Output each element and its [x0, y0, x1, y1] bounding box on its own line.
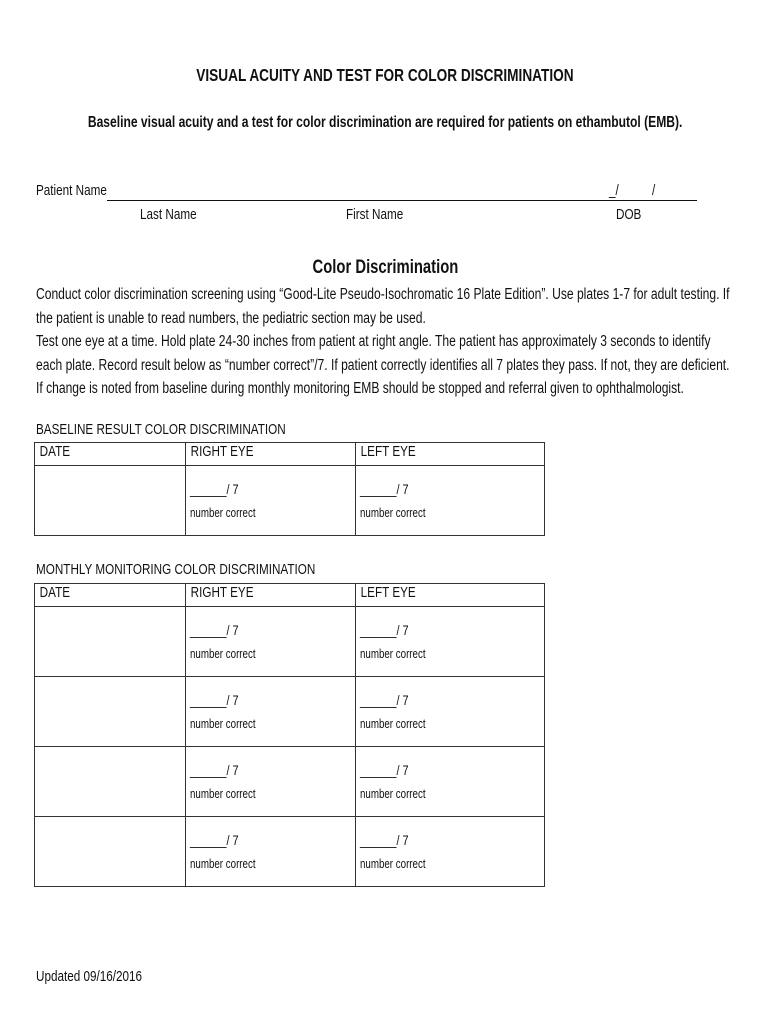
- number-correct-caption: number correct: [360, 787, 426, 801]
- number-correct-caption: number correct: [360, 647, 426, 661]
- number-correct-caption: number correct: [360, 506, 426, 520]
- left-eye-column-header: LEFT EYE: [356, 584, 545, 607]
- score-blank: ______/ 7: [360, 762, 409, 778]
- number-correct-caption: number correct: [190, 717, 256, 731]
- score-blank: ______/ 7: [360, 481, 409, 497]
- score-blank: ______/ 7: [190, 692, 239, 708]
- dob-separator-2: /: [652, 182, 656, 199]
- last-name-caption: Last Name: [140, 206, 197, 223]
- dob-separator-1: _/: [609, 182, 619, 199]
- table-row: [35, 607, 545, 677]
- date-cell[interactable]: [35, 677, 186, 747]
- baseline-table: [34, 442, 545, 536]
- left-eye-score-cell[interactable]: [356, 466, 545, 536]
- dob-caption: DOB: [616, 206, 642, 223]
- baseline-section-label: BASELINE RESULT COLOR DISCRIMINATION: [36, 421, 286, 438]
- instructions-text: [36, 283, 738, 401]
- score-blank: ______/ 7: [360, 832, 409, 848]
- patient-name-field[interactable]: [107, 200, 697, 201]
- score-blank: ______/ 7: [190, 762, 239, 778]
- number-correct-caption: number correct: [360, 857, 426, 871]
- number-correct-caption: number correct: [360, 717, 426, 731]
- number-correct-caption: number correct: [190, 506, 256, 520]
- score-blank: ______/ 7: [190, 481, 239, 497]
- left-eye-score-cell[interactable]: [356, 677, 545, 747]
- left-eye-score-cell[interactable]: [356, 607, 545, 677]
- instructions-paragraph-2: Test one eye at a time. Hold plate 24-30 inches from patient at right angle. The patient has approximately 3 seconds to identify each plate. Record result below as “number correct”/7. If patient correctly identifies all 7 plates they pass. If not, they are deficient. If change is noted from baseline during monthly monitoring EMB should be stopped and referral given to ophthalmologist.: [36, 333, 730, 397]
- monthly-section-label: MONTHLY MONITORING COLOR DISCRIMINATION: [36, 561, 316, 578]
- left-eye-score-cell[interactable]: [356, 817, 545, 887]
- number-correct-caption: number correct: [190, 857, 256, 871]
- number-correct-caption: number correct: [190, 647, 256, 661]
- date-cell[interactable]: [35, 817, 186, 887]
- left-eye-column-header: LEFT EYE: [356, 443, 545, 466]
- right-eye-column-header: RIGHT EYE: [186, 443, 356, 466]
- patient-name-label: Patient Name: [36, 182, 107, 199]
- right-eye-score-cell[interactable]: [186, 747, 356, 817]
- monthly-table: [34, 583, 545, 887]
- color-discrimination-heading: Color Discrimination: [312, 257, 458, 278]
- table-row: [35, 677, 545, 747]
- first-name-caption: First Name: [346, 206, 404, 223]
- date-column-header: DATE: [35, 584, 186, 607]
- right-eye-score-cell[interactable]: [186, 677, 356, 747]
- right-eye-score-cell[interactable]: [186, 466, 356, 536]
- score-blank: ______/ 7: [190, 832, 239, 848]
- updated-date: Updated 09/16/2016: [36, 968, 143, 985]
- table-row: [35, 466, 545, 536]
- date-column-header: DATE: [35, 443, 186, 466]
- right-eye-column-header: RIGHT EYE: [186, 584, 356, 607]
- date-cell[interactable]: [35, 466, 186, 536]
- table-row: [35, 817, 545, 887]
- document-subtitle: Baseline visual acuity and a test for color discrimination are required for patients on ethambutol (EMB).: [87, 114, 683, 131]
- score-blank: ______/ 7: [190, 622, 239, 638]
- score-blank: ______/ 7: [360, 622, 409, 638]
- right-eye-score-cell[interactable]: [186, 607, 356, 677]
- date-cell[interactable]: [35, 607, 186, 677]
- date-cell[interactable]: [35, 747, 186, 817]
- left-eye-score-cell[interactable]: [356, 747, 545, 817]
- score-blank: ______/ 7: [360, 692, 409, 708]
- instructions-paragraph-1: Conduct color discrimination screening using “Good-Lite Pseudo-Isochromatic 16 Plate Edition”. Use plates 1-7 for adult testing. If the patient is unable to read numbers, the pediatric section may be used.: [36, 286, 730, 327]
- document-title: VISUAL ACUITY AND TEST FOR COLOR DISCRIMINATION: [196, 65, 574, 85]
- number-correct-caption: number correct: [190, 787, 256, 801]
- table-row: [35, 747, 545, 817]
- right-eye-score-cell[interactable]: [186, 817, 356, 887]
